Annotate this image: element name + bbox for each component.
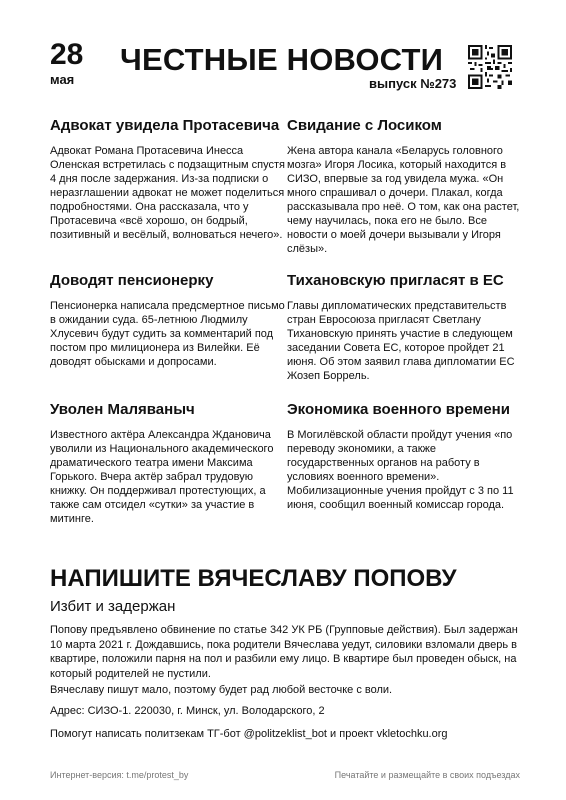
- issue-number: выпуск №273: [369, 76, 457, 91]
- article-zhdanovich: [50, 401, 286, 526]
- issue-month: мая: [50, 72, 75, 87]
- issue-day: 28: [50, 38, 84, 71]
- footer-web-link: Интернет-версия: t.me/protest_by: [50, 770, 189, 780]
- article-text: Главы дипломатических представительств стран Евросоюза пригласят Светлану Тихановскую принять участие в следующем заседании Совета ЕС, которое пройдет 21 июня. Об этом заявил глава дипломатии ЕС Жозеп Боррель.: [287, 300, 515, 382]
- appeal-subtitle: Избит и задержан: [50, 598, 176, 615]
- article-pensioner: [50, 272, 286, 369]
- article-title: Экономика военного времени: [287, 401, 510, 418]
- qr-code-icon[interactable]: [468, 45, 512, 89]
- article-title: Адвокат увидела Протасевича: [50, 117, 280, 134]
- article-title: Тихановскую пригласят в ЕС: [287, 272, 504, 289]
- masthead: [0, 0, 566, 100]
- appeal-note: Вячеславу пишут мало, поэтому будет рад любой весточке с воли.: [50, 684, 393, 696]
- article-text: Жена автора канала «Беларусь головного мозга» Игоря Лосика, который находится в СИЗО, впервые за год увидела мужа. «Он много спрашивал о дочери. Плакал, когда рассказывала про неё. О том, как она растет, чему научилась, пока его не было. Все новости о моей дочери вызывали у Игоря слёзы».: [287, 145, 520, 255]
- appeal-description: Попову предъявлено обвинение по статье 342 УК РБ (Групповые действия). Был задержан 10 марта 2021 г. Дождавшись, пока родители Вячеслава уедут, силовики взломали дверь в квартире, положили парня на пол и разбили ему лицо. В квартире был проведен обыск, на который родителей не пустили.: [50, 624, 518, 680]
- article-text: Пенсионерка написала предсмертное письмо в ожидании суда. 65-летнюю Людмилу Хлусевич будут судить за комментарий под постом про милиционера из Вилейки. Её доводят обысками и допросами.: [50, 300, 285, 368]
- appeal-address: Адрес: СИЗО-1. 220030, г. Минск, ул. Володарского, 2: [50, 705, 325, 717]
- appeal-help: Помогут написать политзекам ТГ-бот @politzeklist_bot и проект vkletochku.org: [50, 728, 448, 740]
- article-war-economy: [287, 401, 523, 512]
- article-protasevich: [50, 117, 286, 242]
- article-text: Известного актёра Александра Ждановича уволили из Национального академического драматического театра имени Максима Горького. Вчера актёр забрал трудовую книжку. Он поддерживал протестующих, а также сам отсидел «сутки» за участие в митинге.: [50, 429, 274, 525]
- article-title: Свидание с Лосиком: [287, 117, 442, 134]
- article-title: Уволен Маляваныч: [50, 401, 195, 418]
- newspaper-title: ЧЕСТНЫЕ НОВОСТИ: [120, 42, 444, 77]
- appeal-title: НАПИШИТЕ ВЯЧЕСЛАВУ ПОПОВУ: [50, 565, 457, 592]
- article-text: В Могилёвской области пройдут учения «по переводу экономики, а также государственных органов на работу в условиях военного времени». Мобилизационные учения пройдут с 3 по 11 июня, сообщил военный комиссар города.: [287, 429, 514, 511]
- article-losik: [287, 117, 523, 256]
- article-tikhanovskaya: [287, 272, 523, 383]
- footer-print-note: Печатайте и размещайте в своих подъездах: [334, 770, 520, 780]
- article-text: Адвокат Романа Протасевича Инесса Оленская встретилась с подзащитным спустя 4 дня после задержания. Из-за подписки о неразглашении адвокат не может поделиться подробностями. Она рассказала, что у Протасевича «всё хорошо, он бодрый, позитивный и весёлый, волноваться нечего».: [50, 145, 285, 241]
- article-title: Доводят пенсионерку: [50, 272, 214, 289]
